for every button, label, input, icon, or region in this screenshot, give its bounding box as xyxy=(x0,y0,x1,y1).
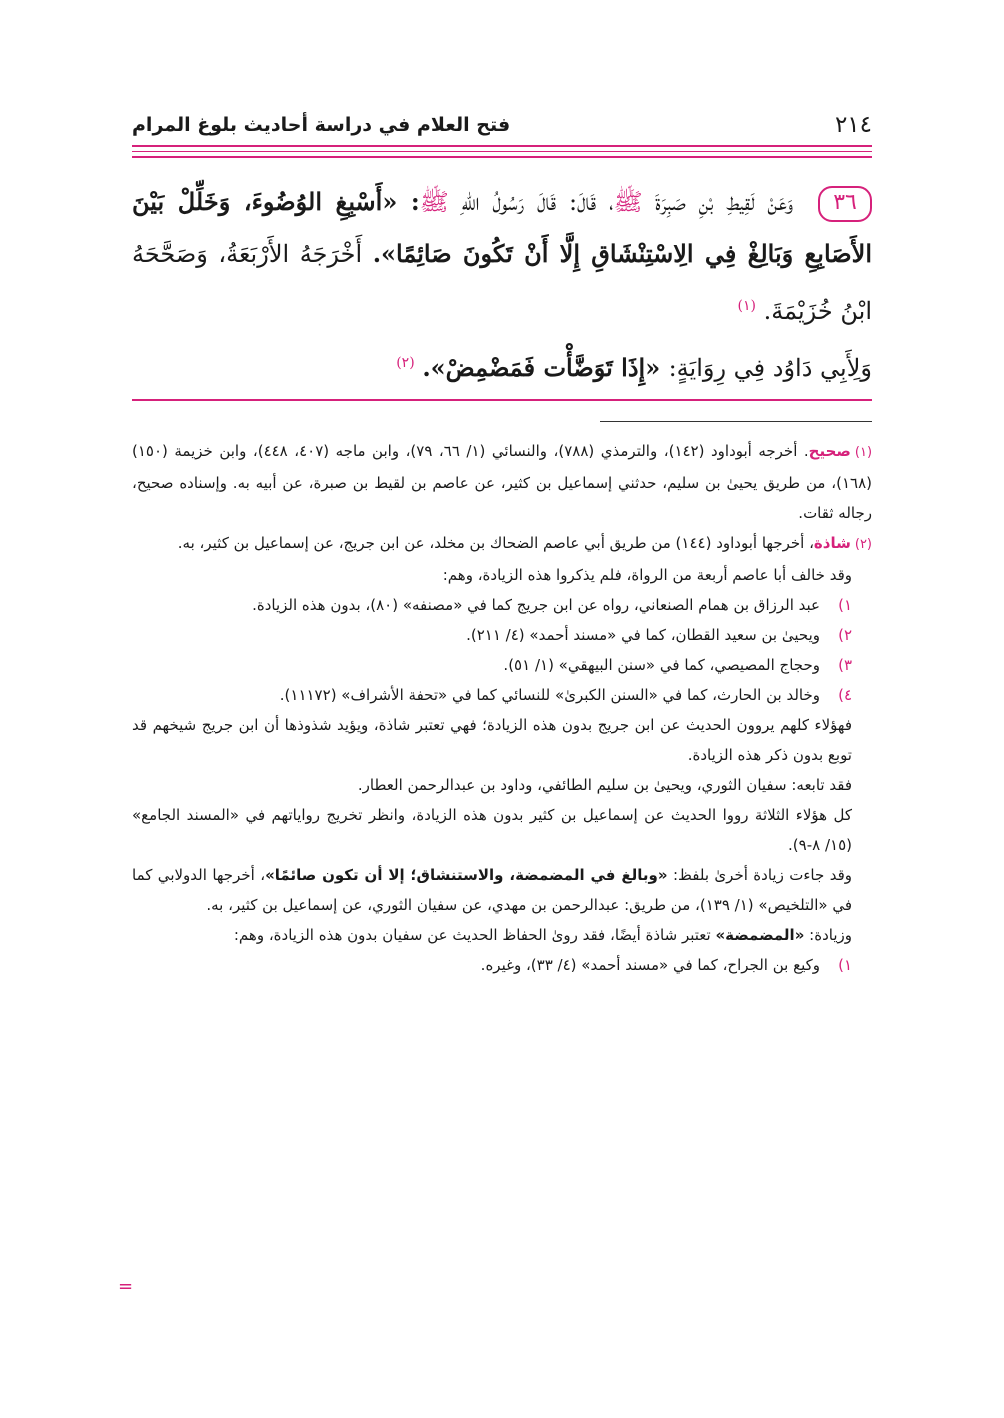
hadith-number-badge: ٣٦ xyxy=(818,186,872,222)
prophet-honorific: ﷺ xyxy=(419,188,449,216)
ziyada-intro: وقد جاءت زيادة أخرىٰ بلفظ: xyxy=(667,866,852,884)
running-title: فتح العلام في دراسة أحاديث بلوغ المرام xyxy=(132,114,511,136)
list-item-number: ٢) xyxy=(838,626,852,644)
paragraph-ziyada xyxy=(132,860,872,920)
paragraph-thalatha: كل هؤلاء الثلاثة رووا الحديث عن إسماعيل بن كثير بدون هذه الزيادة، وانظر تخريج رواياتهم في «المسند الجامع» (١٥/ ٨-٩). xyxy=(132,806,852,854)
paragraph-shaadh: فهؤلاء كلهم يروون الحديث عن ابن جريج بدون هذه الزيادة؛ فهي تعتبر شاذة، ويؤيد شذوذها أن ابن جريج شيخهم قد توبع بدون ذكر هذه الزيادة. xyxy=(132,716,852,764)
takhrij-text: أَخْرَجَهُ الأَرْبَعَةُ، وَصَحَّحَهُ ابْنُ خُزَيْمَةَ. xyxy=(132,240,872,325)
list-item xyxy=(132,590,872,620)
list-item-text: وحجاج المصيصي، كما في «سنن البيهقي» (١/ ٥١). xyxy=(503,656,820,674)
list-item-text: وكيع بن الجراح، كما في «مسند أحمد» (٤/ ٣٣)، وغيره. xyxy=(480,956,820,974)
paragraph-madmada xyxy=(132,920,872,950)
footnote-2-text: ، أخرجها أبوداود (١٤٤) من طريق أبي عاصم الضحاك بن مخلد، عن ابن جريج، عن إسماعيل بن كثير، به. xyxy=(177,534,814,552)
footnote-1 xyxy=(132,436,872,528)
paragraph-tabaahu: فقد تابعه: سفيان الثوري، ويحيىٰ بن سليم الطائفي، وداود بن عبدالرحمن العطار. xyxy=(357,776,852,794)
list-item-text: وخالد بن الحارث، كما في «السنن الكبرىٰ» للنسائي كما في «تحفة الأشراف» (١١١٧٢). xyxy=(279,686,820,704)
paragraph-intro: وقد خالف أبا عاصم أربعة من الرواة، فلم يذكروا هذه الزيادة، وهم: xyxy=(442,566,852,584)
list-item-number: ٣) xyxy=(838,656,852,674)
list-item xyxy=(132,620,872,650)
ziyada-quote: «وبالغ في المضمضة، والاستنشاق؛ إلا أن تكون صائمًا» xyxy=(265,866,668,884)
said-text: ، قَالَ: قَالَ رَسُولُ اللهِ xyxy=(461,188,614,216)
footnote-rule xyxy=(600,421,872,422)
footnote-1-text: . أخرجه أبوداود (١٤٢)، والترمذي (٧٨٨)، والنسائي (١/ ٦٦، ٧٩)، وابن ماجه (٤٠٧، ٤٤٨)، وابن خزيمة (١٥٠) (١٦٨)، من طريق يحيىٰ بن سليم، حدثني إسماعيل بن كثير، عن عاصم بن لقيط بن صبرة، عن أبيه به. وإسناده صحيح، رجاله ثقات. xyxy=(132,442,872,522)
narrator-text: وَعَنْ لَقِيطِ بْنِ صَبِرَةَ xyxy=(655,188,794,216)
hadith-text xyxy=(132,176,872,394)
list-item-number: ٤) xyxy=(838,686,852,704)
footnote-2-number: (٢) xyxy=(854,537,872,552)
footnote-2-grade: شاذة xyxy=(813,534,851,552)
hadith-quote: : «أَسْبِغِ الوُضُوءَ، وَخَلِّلْ بَيْنَ الأَصَابِعِ وَبَالِغْ فِي الِاسْتِنْشَاقِ إِلَّا أَنْ تَكُونَ صَائِمًا». xyxy=(132,187,872,268)
hadith-line-abudawud xyxy=(132,337,872,394)
hadith-line-1 xyxy=(132,176,872,337)
list-item xyxy=(132,950,872,980)
section-separator xyxy=(132,399,872,401)
abudawud-quote: «إِذَا تَوَضَّأْت فَمَضْمِضْ». xyxy=(422,353,669,382)
footnote-2 xyxy=(132,528,872,560)
footnote-ref-2[interactable]: (٢) xyxy=(396,355,415,371)
header-rule-middle xyxy=(132,151,872,152)
list-item-text: عبد الرزاق بن همام الصنعاني، رواه عن ابن جريج كما في «مصنفه» (٨٠)، بدون هذه الزيادة. xyxy=(252,596,820,614)
header-rule-bottom xyxy=(132,156,872,158)
madmada-intro: وزيادة: xyxy=(804,926,852,944)
list-item-number: ١) xyxy=(838,956,852,974)
ziyada-rest: ، أخرجها الدولابي كما في «التلخيص» (١/ ١٣٩)، من طريق: عبدالرحمن بن مهدي، عن سفيان الثوري، عن إسماعيل بن كثير، به. xyxy=(132,866,852,914)
companion-honorific: ﷺ xyxy=(613,188,643,216)
madmada-rest: تعتبر شاذة أيضًا، فقد رویٰ الحفاظ الحديث عن سفيان بدون هذه الزيادة، وهم: xyxy=(233,926,716,944)
list-item-number: ١) xyxy=(838,596,852,614)
list-item xyxy=(132,680,872,710)
page-number: ٢١٤ xyxy=(834,112,872,138)
footnote-1-number: (١) xyxy=(854,445,873,460)
continuation-mark: = xyxy=(118,1276,134,1297)
abudawud-intro: وَلِأَبِي دَاوُد فِي رِوَايَةٍ: xyxy=(668,354,872,382)
footnote-ref-1[interactable]: (١) xyxy=(737,298,756,314)
header-rule-top xyxy=(132,145,872,147)
footnote-1-grade: صحيح xyxy=(808,442,851,460)
list-item-text: ويحيىٰ بن سعيد القطان، كما في «مسند أحمد» (٤/ ٢١١). xyxy=(466,626,820,644)
madmada-word: «المضمضة» xyxy=(715,926,805,944)
list-item xyxy=(132,650,872,680)
footnotes xyxy=(132,436,872,980)
